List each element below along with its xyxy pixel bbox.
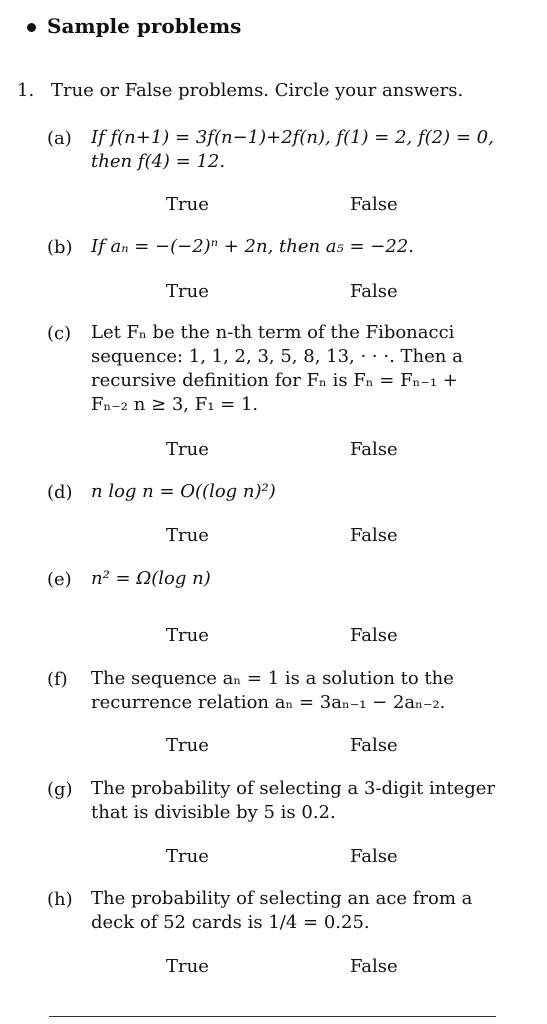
item-f-label: (f) — [47, 669, 68, 690]
item-h-label: (h) — [47, 889, 73, 910]
section-title: Sample problems — [47, 14, 242, 38]
item-e-text: n² = Ω(log n) — [91, 568, 211, 589]
item-a-text: If f(n+1) = 3f(n−1)+2f(n), f(1) = 2, f(2) = 0, then f(4) = 12. — [91, 127, 494, 172]
item-a-true-option[interactable]: True — [166, 194, 209, 215]
bottom-divider — [49, 1016, 496, 1017]
item-g-true-option[interactable]: True — [166, 846, 209, 867]
item-f-text: The sequence aₙ = 1 is a solution to the recurrence relation aₙ = 3aₙ₋₁ − 2aₙ₋₂. — [91, 668, 454, 713]
item-d-label: (d) — [47, 482, 73, 503]
item-g-false-option[interactable]: False — [350, 846, 398, 867]
item-b-label: (b) — [47, 237, 73, 258]
item-b-text: If aₙ = −(−2)ⁿ + 2n, then a₅ = −22. — [91, 236, 414, 257]
item-g-label: (g) — [47, 779, 73, 800]
bullet-icon — [27, 23, 36, 32]
item-h-false-option[interactable]: False — [350, 956, 398, 977]
item-h-text: The probability of selecting an ace from a deck of 52 cards is 1/4 = 0.25. — [91, 888, 473, 933]
item-c-false-option[interactable]: False — [350, 439, 398, 460]
item-d-true-option[interactable]: True — [166, 525, 209, 546]
problem-heading: True or False problems. Circle your answers. — [51, 80, 464, 101]
problem-number: 1. — [17, 80, 35, 101]
item-h-true-option[interactable]: True — [166, 956, 209, 977]
item-e-true-option[interactable]: True — [166, 625, 209, 646]
item-c-true-option[interactable]: True — [166, 439, 209, 460]
item-c-label: (c) — [47, 323, 72, 344]
item-c-text: Let Fₙ be the n-th term of the Fibonacci sequence: 1, 1, 2, 3, 5, 8, 13, · · ·. Then a recursive definition for Fₙ is Fₙ = Fₙ₋₁ + Fₙ₋₂ n ≥ 3, F₁ = 1. — [91, 322, 463, 415]
item-e-false-option[interactable]: False — [350, 625, 398, 646]
item-d-text: n log n = O((log n)²) — [91, 481, 276, 502]
item-a-label: (a) — [47, 128, 72, 149]
item-e-label: (e) — [47, 569, 72, 590]
item-g-text: The probability of selecting a 3-digit integer that is divisible by 5 is 0.2. — [91, 778, 496, 823]
item-f-true-option[interactable]: True — [166, 735, 209, 756]
item-d-false-option[interactable]: False — [350, 525, 398, 546]
item-f-false-option[interactable]: False — [350, 735, 398, 756]
item-b-true-option[interactable]: True — [166, 281, 209, 302]
item-a-false-option[interactable]: False — [350, 194, 398, 215]
item-b-false-option[interactable]: False — [350, 281, 398, 302]
